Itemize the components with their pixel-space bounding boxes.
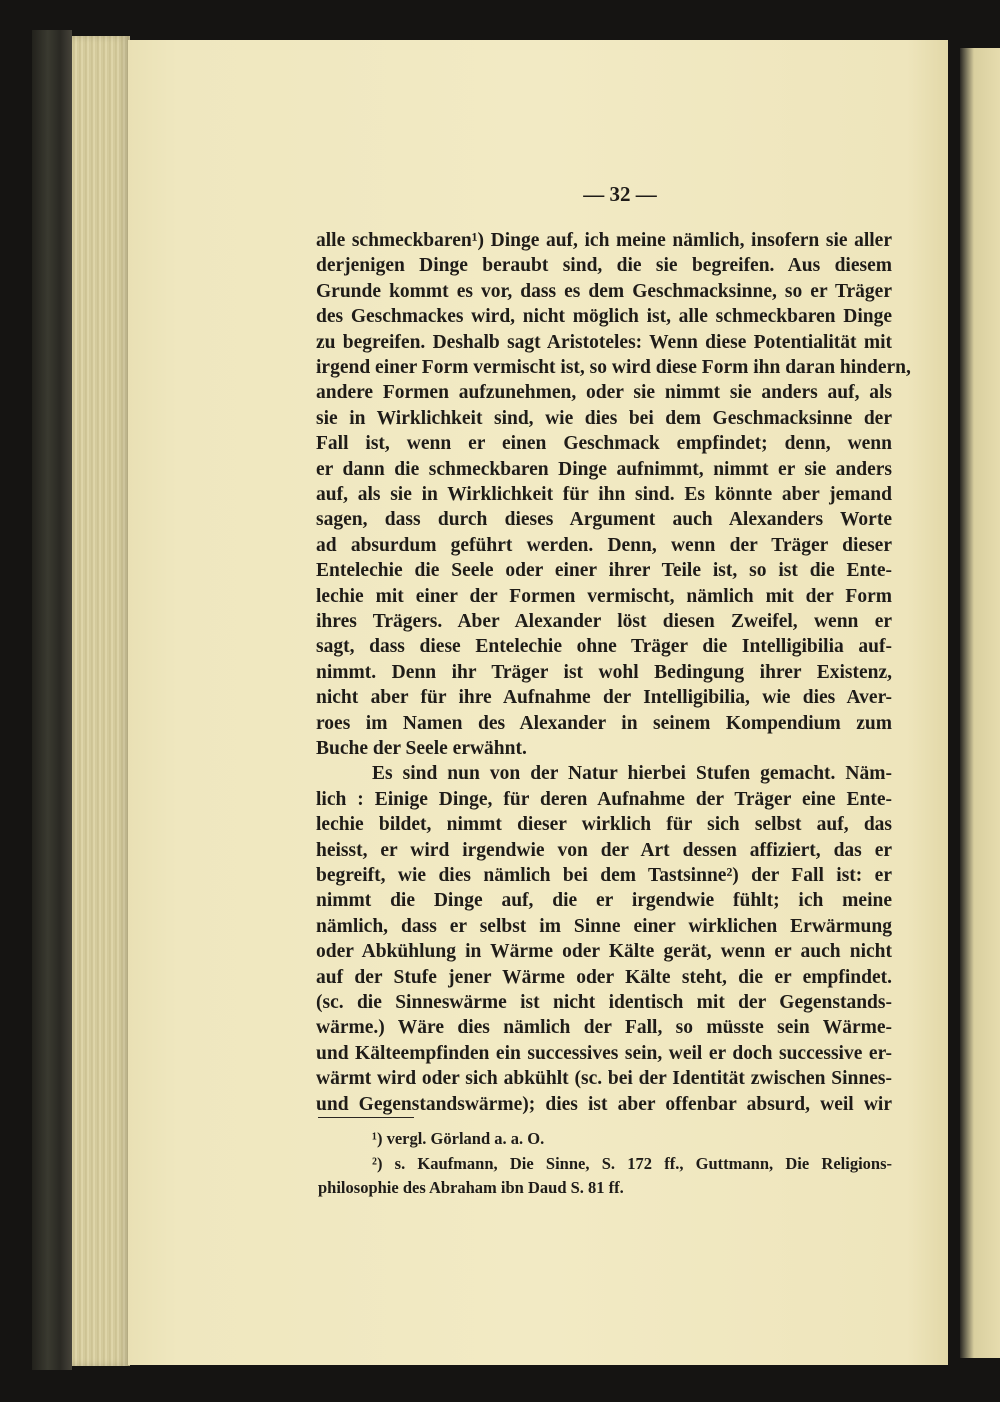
text-line: lechie mit einer der Formen vermischt, nämlich mit der Form [316,585,892,607]
text-line: alle schmeckbaren¹) Dinge auf, ich meine nämlich, insofern sie aller [316,230,892,251]
text-line: nicht aber für ihre Aufnahme der Intelligibilia, wie dies Aver- [316,687,892,709]
text-line: nimmt die Dinge auf, die er irgendwie fühlt; ich meine [316,890,892,912]
text-line: wärmt wird oder sich abkühlt (sc. bei der Identität zwischen Sinnes- [316,1068,892,1090]
text-line: nimmt. Denn ihr Träger ist wohl Bedingung ihrer Existenz, [316,661,892,683]
text-line: begreift, wie dies nämlich bei dem Tastsinne²) der Fall ist: er [316,865,892,886]
text-line: Fall ist, wenn er einen Geschmack empfindet; denn, wenn [316,433,892,455]
text-line: sagen, dass durch dieses Argument auch Alexanders Worte [316,509,892,531]
text-line: sagt, dass diese Entelechie ohne Träger die Intelligibilia auf- [316,636,892,658]
next-page-edge [960,48,1000,1358]
text-line: zu begreifen. Deshalb sagt Aristoteles: Wenn diese Potentialität mit [316,331,892,353]
text-line: Entelechie die Seele oder einer ihrer Teile ist, so ist die Ente- [316,560,892,582]
text-line: des Geschmackes wird, nicht möglich ist, alle schmeckbaren Dinge [316,306,892,328]
footnote-1: ¹) vergl. Görland a. a. O. [372,1129,545,1148]
text-line: Grunde kommt es vor, dass es dem Geschmacksinne, so er Träger [316,280,892,302]
text-line: lich : Einige Dinge, für deren Aufnahme der Träger eine Ente- [316,788,892,810]
text-line: wärme.) Wäre dies nämlich der Fall, so müsste sein Wärme- [316,1017,892,1039]
footnote-2-continued: philosophie des Abraham ibn Daud S. 81 ff. [318,1178,624,1197]
text-line: derjenigen Dinge beraubt sind, die sie begreifen. Aus diesem [316,255,892,277]
text-line: ihres Trägers. Aber Alexander löst diesen Zweifel, wenn er [316,611,892,632]
text-line: oder Abkühlung in Wärme oder Kälte gerät, wenn er auch nicht [316,941,892,963]
text-line: sie in Wirklichkeit sind, wie dies bei dem Geschmacksinne der [316,407,892,429]
book-binding-left [32,30,72,1370]
text-line: nämlich, dass er selbst im Sinne einer wirklichen Erwärmung [316,915,892,937]
text-line: ad absurdum geführt werden. Denn, wenn der Träger dieser [316,534,892,556]
text-line: er dann die schmeckbaren Dinge aufnimmt, nimmt er sie anders [316,458,892,480]
text-line: andere Formen aufzunehmen, oder sie nimmt sie anders auf, als [316,382,892,404]
page-edges [72,36,130,1366]
text-line: lechie bildet, nimmt dieser wirklich für sich selbst auf, das [316,814,892,836]
footnote-rule [318,1117,414,1118]
text-line: und Kälteempfinden ein successives sein, weil er doch successive er- [316,1042,892,1064]
footnote-2: ²) s. Kaufmann, Die Sinne, S. 172 ff., Guttmann, Die Religions- [372,1154,892,1173]
text-line: heisst, er wird irgendwie von der Art dessen affiziert, das er [316,839,892,861]
text-line: auf, als sie in Wirklichkeit für ihn sind. Es könnte aber jemand [316,484,892,505]
text-line: irgend einer Form vermischt ist, so wird diese Form ihn daran hindern, [316,357,911,378]
text-line: (sc. die Sinneswärme ist nicht identisch mit der Gegenstands- [316,992,892,1013]
text-line: und Gegenstandswärme); dies ist aber offenbar absurd, weil wir [316,1093,892,1115]
text-line: Buche der Seele erwähnt. [316,738,527,759]
text-line: auf der Stufe jener Wärme oder Kälte steht, die er empfindet. [316,966,892,988]
text-line: roes im Namen des Alexander in seinem Kompendium zum [316,712,892,734]
page-number: — 32 — [583,182,657,206]
text-line: Es sind nun von der Natur hierbei Stufen gemacht. Näm- [372,763,892,785]
